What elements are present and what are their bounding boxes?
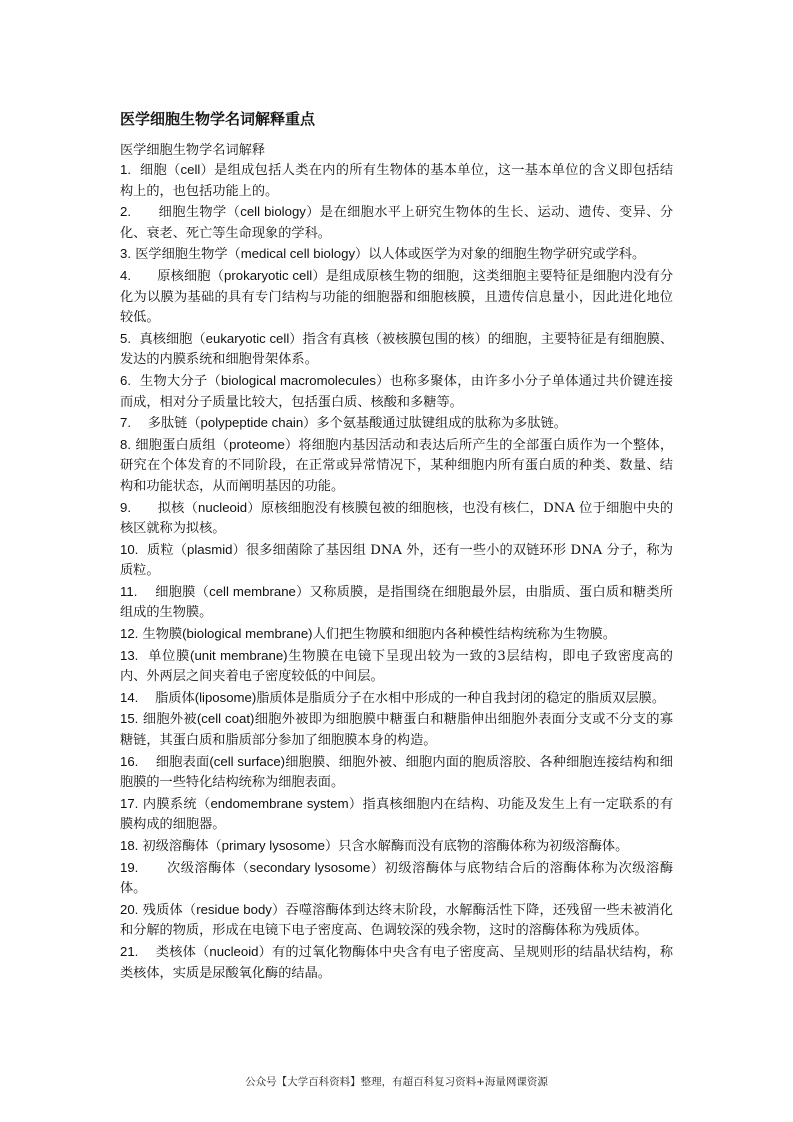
entry-english-term: （cell） (167, 162, 215, 177)
entry-english-term: (cell surface) (209, 753, 286, 769)
definition-entry (120, 202, 673, 244)
entry-number: 12. (120, 626, 139, 642)
entry-definition: 初级溶酶体与底物结合后的溶酶体称为次级溶酶体。 (120, 860, 674, 897)
entry-term: 细胞蛋白质组 (135, 437, 216, 453)
entry-definition: 多个氨基酸通过肽键组成的肽称为多肽链。 (316, 416, 567, 432)
definition-entry (120, 413, 673, 435)
definition-entry (120, 160, 673, 202)
entry-term: 残质体 (142, 902, 183, 918)
entry-english-term: （cell biology） (226, 204, 320, 220)
entry-number: 19. (120, 859, 139, 875)
entry-gap (131, 416, 148, 431)
entry-english-term: （residue body） (182, 901, 286, 917)
entry-term: 内膜系统 (142, 796, 197, 812)
entry-term: 拟核 (157, 500, 185, 516)
definition-entry (120, 942, 673, 984)
entry-gap (137, 585, 155, 600)
entry-term: 细胞 (140, 163, 168, 178)
definition-entry (120, 836, 673, 858)
entry-number: 10. (120, 541, 139, 557)
entry-english-term: （secondary lysosome） (235, 859, 385, 875)
entry-definition: 指真核细胞内在结构、功能及发生上有一定联系的有膜构成的细胞器。 (120, 796, 674, 833)
entry-english-term: (unit membrane) (190, 647, 288, 663)
entry-term: 医学细胞生物学 (135, 247, 228, 263)
definition-entry (120, 540, 673, 582)
entry-definition: 很多细菌除了基因组 DNA 外，还有一些小的双链环形 DNA 分子，称为质粒。 (120, 542, 673, 579)
definition-entry (120, 624, 673, 646)
entry-gap (131, 205, 159, 220)
entry-term: 类核体 (155, 944, 196, 960)
entry-number: 7. (120, 415, 131, 431)
entry-number: 1. (120, 162, 131, 177)
entry-number: 5. (120, 330, 131, 346)
entry-definition: 吞噬溶酶体到达终末阶段，水解酶活性下降，还残留一些未被消化和分解的物质，形成在电镜下电子密度高、色调较深的残余物，这时的溶酶体称为残质体。 (120, 902, 673, 939)
entry-definition: 只含水解酶而没有底物的溶酶体称为初级溶酶体。 (338, 839, 629, 854)
entry-number: 20. (120, 901, 139, 917)
definition-entry (120, 858, 673, 900)
entry-english-term: （nucleoid） (184, 499, 261, 515)
definition-list (120, 160, 673, 984)
definition-entry (120, 900, 673, 942)
entry-number: 11. (120, 583, 138, 599)
entry-definition: 细胞膜、细胞外被、细胞内面的胞质溶胶、各种细胞连接结构和细胞膜的一些特化结构统称为细胞表面。 (120, 754, 673, 791)
definition-entry (120, 498, 673, 540)
entry-term: 多肽链 (147, 416, 188, 432)
definition-entry (120, 709, 673, 751)
definition-entry (120, 244, 673, 266)
entry-number: 16. (120, 753, 139, 769)
entry-english-term: （proteome） (215, 436, 299, 452)
entry-definition: 又称质膜，是指围绕在细胞最外层，由脂质、蛋白质和糖类所组成的生物膜。 (120, 584, 673, 621)
definition-entry (120, 266, 673, 329)
document-title: 医学细胞生物学名词解释重点 (120, 110, 316, 128)
entry-english-term: (cell coat) (196, 711, 255, 727)
entry-english-term: （prokaryotic cell） (210, 267, 326, 283)
entry-definition: 是组成原核生物的细胞，这类细胞主要特征是细胞内没有分化为以膜为基础的具有专门结构与功能的细胞器和细胞核膜，且遗传信息量小，因此进化地位较低。 (120, 268, 674, 326)
entry-number: 6. (120, 372, 131, 388)
entry-term: 脂质体 (155, 690, 195, 706)
entry-gap (138, 861, 167, 876)
entry-english-term: （biological macromolecules） (207, 372, 390, 388)
entry-gap (138, 649, 148, 664)
entry-definition: 是在细胞水平上研究生物体的生长、运动、遗传、变异、分化、衰老、死亡等生命现象的学科。 (120, 205, 674, 241)
entry-definition: 生物膜在电镜下呈现出较为一致的3层结构，即电子致密度高的内、外两层之间夹着电子密度较低的中间层。 (120, 648, 673, 685)
entry-english-term: (biological membrane) (182, 626, 313, 642)
entry-definition: 是组成包括人类在内的所有生物体的基本单位，这一基本单位的含义即包括结构上的，也包括功能上的。 (120, 163, 674, 199)
entry-number: 4. (120, 267, 131, 283)
entry-term: 细胞外被 (142, 712, 197, 728)
entry-number: 21. (120, 943, 139, 959)
entry-term: 细胞膜 (155, 584, 196, 600)
entry-gap (131, 374, 140, 389)
entry-definition: 人们把生物膜和细胞内各种模性结构统称为生物膜。 (312, 627, 616, 643)
entry-term: 单位膜 (148, 648, 191, 664)
entry-number: 15. (120, 711, 139, 727)
definition-entry (120, 435, 673, 498)
entry-gap (138, 945, 156, 960)
entry-definition: 以人体或医学为对象的细胞生物学研究或学科。 (368, 247, 646, 263)
entry-definition: 细胞外被即为细胞膜中糖蛋白和糖脂伸出细胞外表面分支或不分支的寡糖链，其蛋白质和脂质部分参加了细胞膜本身的构造。 (120, 712, 674, 749)
entry-english-term: （endomembrane system） (196, 795, 363, 811)
entry-gap (131, 163, 140, 178)
entry-term: 生物大分子 (140, 373, 208, 389)
entry-definition: 将细胞内基因活动和表达后所产生的全部蛋白质作为一个整体，研究在个体发育的不同阶段，在正常或异常情况下，某种细胞内所有蛋白质的种类、数量、结构和功能状态，从而阐明基因的功能。 (120, 437, 674, 494)
entry-english-term: （plasmid） (173, 541, 246, 557)
entry-english-term: （nucleoid） (195, 943, 273, 959)
entry-term: 生物膜 (142, 627, 183, 643)
entry-english-term: （eukaryotic cell） (192, 330, 303, 346)
entry-gap (138, 543, 147, 558)
definition-entry (120, 582, 673, 624)
entry-english-term: （polypeptide chain） (187, 415, 317, 431)
definition-entry (120, 752, 673, 794)
entry-definition: 也称多聚体，由许多小分子单体通过共价键连接而成，相对分子质量比较大，包括蛋白质、核酸和多糖等。 (120, 373, 673, 410)
definition-entry (120, 688, 673, 710)
entry-number: 17. (120, 795, 139, 811)
entry-english-term: (liposome) (194, 689, 257, 705)
definition-entry (120, 329, 673, 371)
definition-entry (120, 646, 673, 688)
definition-entry (120, 794, 673, 836)
entry-gap (138, 691, 155, 706)
entry-definition: 原核细胞没有核膜包被的细胞核，也没有核仁，DNA 位于细胞中央的核区就称为拟核。 (120, 500, 674, 537)
entry-number: 14. (120, 689, 139, 705)
entry-term: 原核细胞 (157, 268, 211, 284)
entry-definition: 有的过氧化物酶体中央含有电子密度高、呈规则形的结晶状结构，称类核体，实质是尿酸氧化酶的结晶。 (120, 944, 674, 981)
entry-number: 9. (120, 499, 131, 515)
entry-term: 次级溶酶体 (166, 860, 236, 876)
entry-gap (138, 755, 156, 770)
page-footer: 公众号【大学百科资料】整理，有超百科复习资料+海量网课资源 (245, 1076, 548, 1088)
entry-number: 13. (120, 647, 139, 663)
entry-number: 3. (120, 246, 131, 262)
entry-term: 真核细胞 (139, 331, 193, 347)
entry-english-term: （medical cell biology） (227, 246, 369, 262)
entry-definition: 指含有真核（被核膜包围的核）的细胞，主要特征是有细胞膜、发达的内膜系统和细胞骨架体系。 (120, 331, 674, 368)
entry-term: 质粒 (147, 542, 174, 558)
entry-number: 18. (120, 838, 139, 853)
entry-term: 细胞生物学 (158, 205, 227, 221)
entry-term: 初级溶酶体 (142, 839, 209, 854)
document-subtitle: 医学细胞生物学名词解释 (120, 143, 266, 158)
entry-english-term: （cell membrane） (195, 583, 310, 599)
entry-gap (131, 501, 158, 516)
entry-number: 2. (120, 204, 131, 220)
entry-definition: 脂质体是脂质分子在水相中形成的一种自我封闭的稳定的脂质双层膜。 (256, 690, 666, 706)
entry-term: 细胞表面 (155, 754, 210, 770)
definition-entry (120, 371, 673, 413)
entry-english-term: （primary lysosome） (208, 838, 339, 853)
entry-gap (131, 269, 157, 284)
entry-number: 8. (120, 436, 131, 452)
